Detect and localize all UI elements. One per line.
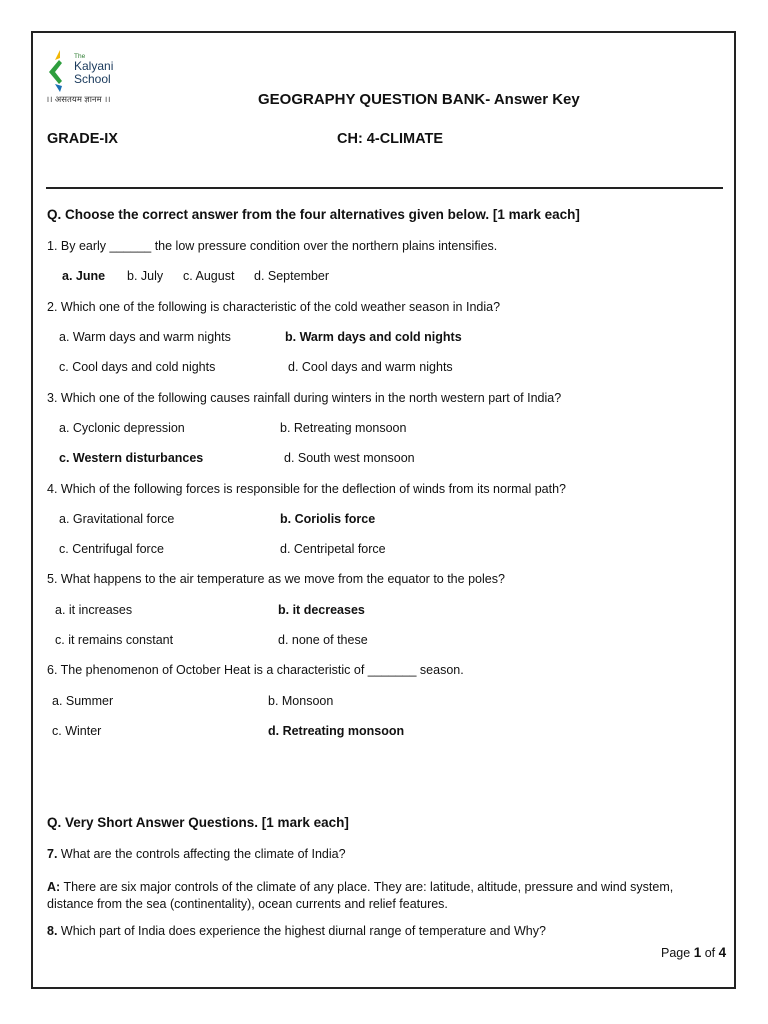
q2-option-b-correct: b. Warm days and cold nights	[285, 330, 462, 344]
question-1: 1. By early ______ the low pressure condition over the northern plains intensifies.	[47, 239, 498, 253]
page-label: Page	[661, 946, 691, 960]
question-7-number: 7.	[47, 847, 58, 861]
q4-option-b-correct: b. Coriolis force	[280, 512, 376, 526]
q3-option-c-correct: c. Western disturbances	[59, 451, 204, 465]
school-motto: ।। असतयम ज्ञानम ।।	[46, 94, 111, 104]
q5-option-c: c. it remains constant	[55, 633, 174, 647]
document-page	[31, 31, 736, 989]
question-6: 6. The phenomenon of October Heat is a characteristic of _______ season.	[47, 663, 464, 677]
section-heading-short-answer: Q. Very Short Answer Questions. [1 mark each]	[47, 815, 349, 830]
answer-7-text: There are six major controls of the climate of any place. They are: latitude, altitude, pressure and wind system, distance from the sea (continentality), ocean currents and relief features.	[47, 880, 674, 911]
q3-option-a: a. Cyclonic depression	[59, 421, 185, 435]
grade-label: GRADE-IX	[47, 131, 118, 147]
chapter-label: CH: 4-CLIMATE	[337, 131, 444, 147]
q5-option-b-correct: b. it decreases	[278, 603, 365, 617]
answer-7	[47, 879, 717, 913]
logo-school-name	[74, 60, 113, 86]
q1-option-b: b. July	[127, 269, 164, 283]
question-8-text: Which part of India does experience the highest diurnal range of temperature and Why?	[57, 924, 546, 938]
q4-option-d: d. Centripetal force	[280, 542, 386, 556]
total-pages-number: 4	[718, 945, 727, 960]
q1-option-a-correct: a. June	[62, 269, 106, 283]
question-3: 3. Which one of the following causes rainfall during winters in the north western part of India?	[47, 391, 562, 405]
question-5: 5. What happens to the air temperature as we move from the equator to the poles?	[47, 572, 505, 586]
page-number-footer	[661, 945, 726, 960]
q1-option-c: c. August	[183, 269, 235, 283]
header-divider	[46, 187, 723, 189]
q3-option-b: b. Retreating monsoon	[280, 421, 407, 435]
question-2: 2. Which one of the following is characteristic of the cold weather season in India?	[47, 300, 501, 314]
q4-option-c: c. Centrifugal force	[59, 542, 164, 556]
logo-the-text: The	[74, 53, 86, 60]
q2-option-d: d. Cool days and warm nights	[288, 360, 453, 374]
question-7	[47, 847, 346, 861]
q4-option-a: a. Gravitational force	[59, 512, 175, 526]
question-8	[47, 924, 546, 938]
q2-option-c: c. Cool days and cold nights	[59, 360, 216, 374]
section-heading-mcq: Q. Choose the correct answer from the four alternatives given below. [1 mark each]	[47, 207, 580, 222]
q6-option-a: a. Summer	[52, 694, 114, 708]
question-4: 4. Which of the following forces is responsible for the deflection of winds from its normal path?	[47, 482, 567, 496]
logo-line-2: School	[74, 72, 111, 86]
answer-7-label: A:	[47, 880, 61, 894]
question-7-text: What are the controls affecting the climate of India?	[57, 847, 346, 861]
q6-option-d-correct: d. Retreating monsoon	[268, 724, 405, 738]
current-page-number: 1	[693, 945, 702, 960]
logo-line-1: Kalyani	[74, 59, 114, 73]
q5-option-a: a. it increases	[55, 603, 133, 617]
document-title: GEOGRAPHY QUESTION BANK- Answer Key	[258, 91, 580, 108]
q6-option-c: c. Winter	[52, 724, 102, 738]
q2-option-a: a. Warm days and warm nights	[59, 330, 231, 344]
question-8-number: 8.	[47, 924, 58, 938]
q3-option-d: d. South west monsoon	[284, 451, 415, 465]
q1-option-d: d. September	[254, 269, 330, 283]
of-label: of	[704, 946, 716, 960]
q5-option-d: d. none of these	[278, 633, 368, 647]
q6-option-b: b. Monsoon	[268, 694, 334, 708]
school-logo-icon	[46, 48, 70, 92]
